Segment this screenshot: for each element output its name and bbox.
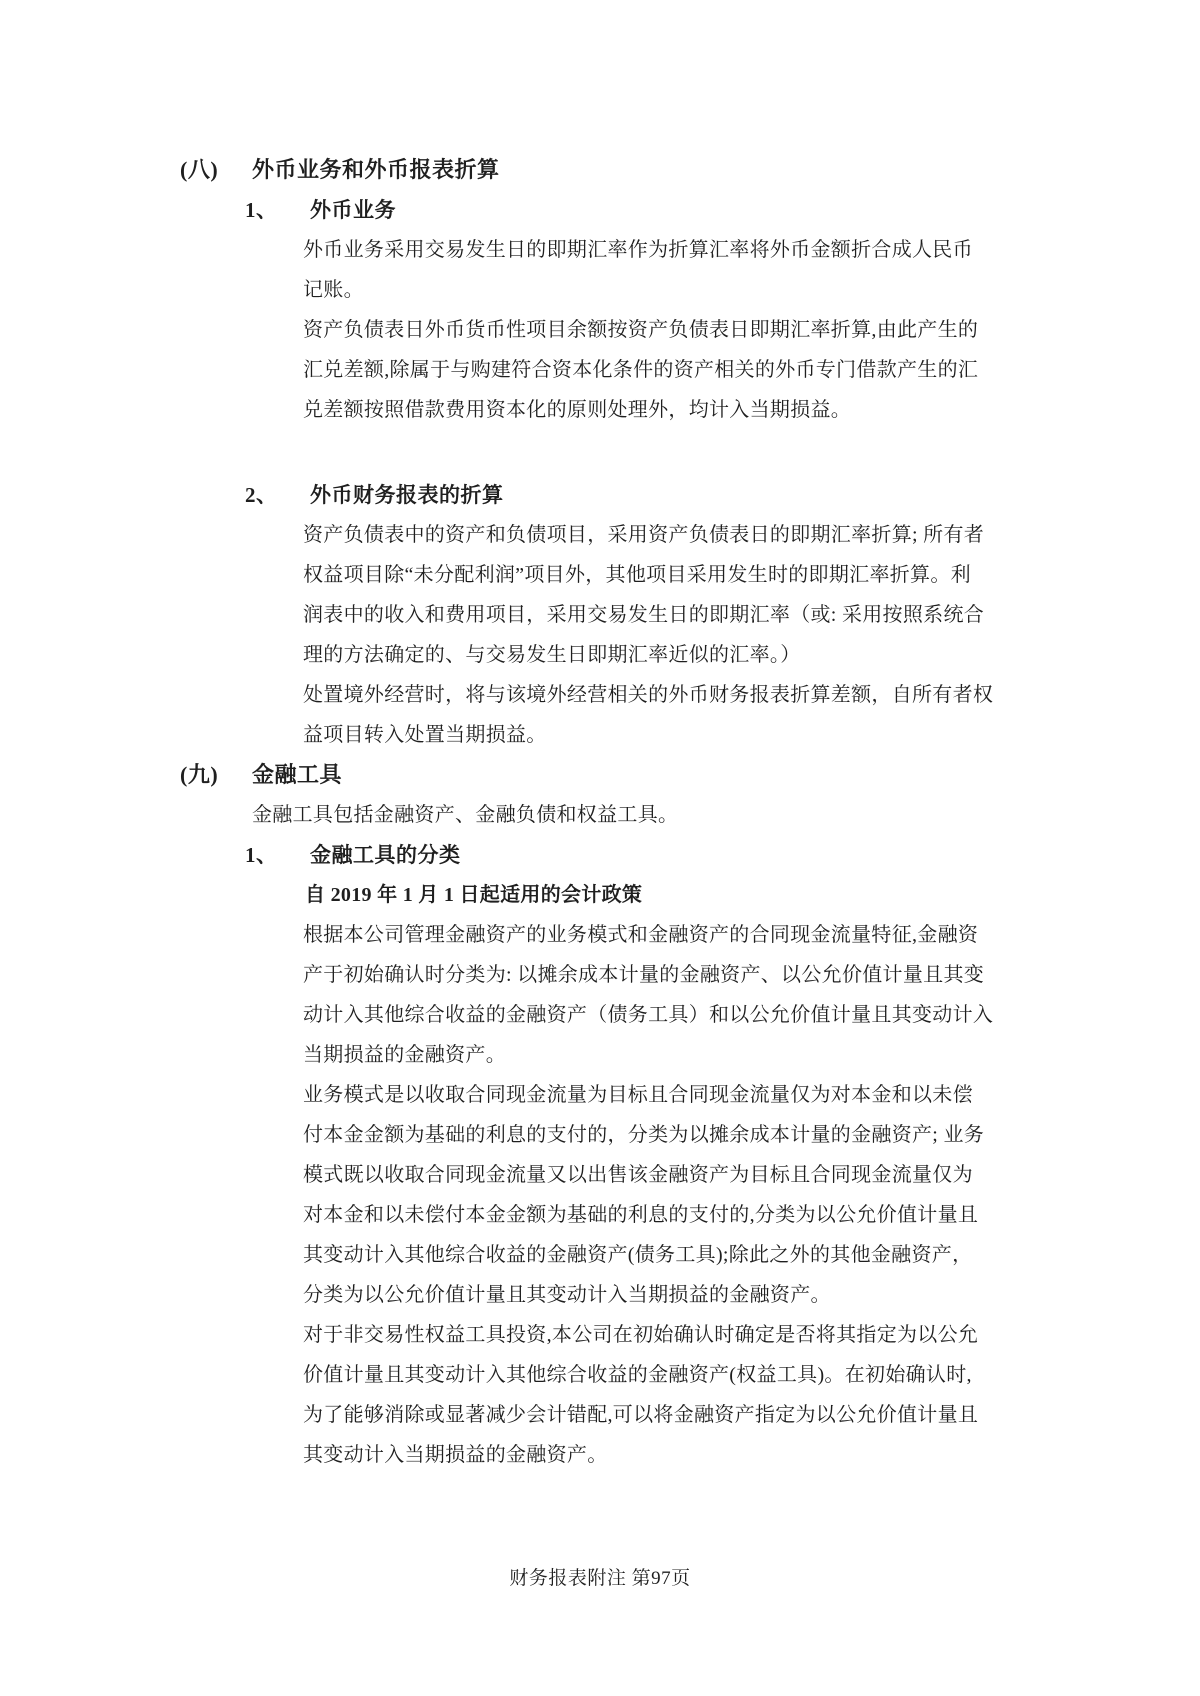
paragraph-classification-1 — [0, 915, 1200, 1075]
subsection-8-2-heading — [0, 475, 1200, 515]
section-8-title: 外币业务和外币报表折算 — [252, 157, 500, 182]
text-line: 记账。 — [303, 279, 364, 301]
subsection-8-1-title: 外币业务 — [310, 198, 396, 222]
policy-effective-date-subtitle: 自 2019 年 1 月 1 日起适用的会计政策 — [305, 884, 643, 906]
text-line: 价值计量且其变动计入其他综合收益的金融资产(权益工具)。在初始确认时, — [303, 1364, 972, 1386]
text-line: 业务模式是以收取合同现金流量为目标且合同现金流量仅为对本金和以未偿 — [303, 1084, 973, 1106]
text-line: 其变动计入当期损益的金融资产。 — [303, 1444, 608, 1466]
text-line: 兑差额按照借款费用资本化的原则处理外，均计入当期损益。 — [303, 399, 852, 421]
section-9-label: (九) — [180, 762, 219, 787]
section-8-heading — [0, 150, 1200, 190]
paragraph-fx-business-1 — [0, 230, 1200, 310]
text-line: 其变动计入其他综合收益的金融资产(债务工具);除此之外的其他金融资产， — [303, 1244, 973, 1266]
text-line: 付本金金额为基础的利息的支付的，分类为以摊余成本计量的金融资产; 业务 — [303, 1124, 985, 1146]
paragraph-fx-translation-1 — [0, 515, 1200, 675]
subsection-8-1-heading — [0, 190, 1200, 230]
text-line: 处置境外经营时，将与该境外经营相关的外币财务报表折算差额，自所有者权 — [303, 684, 994, 706]
paragraph-classification-2 — [0, 1075, 1200, 1315]
text-line: 金融工具包括金融资产、金融负债和权益工具。 — [252, 804, 679, 826]
text-line: 当期损益的金融资产。 — [303, 1044, 506, 1066]
text-line: 根据本公司管理金融资产的业务模式和金融资产的合同现金流量特征,金融资 — [303, 924, 979, 946]
text-line: 润表中的收入和费用项目，采用交易发生日的即期汇率（或: 采用按照系统合 — [303, 604, 985, 626]
text-line: 动计入其他综合收益的金融资产（债务工具）和以公允价值计量且其变动计入 — [303, 1004, 994, 1026]
footer-text: 财务报表附注 第97页 — [509, 1568, 691, 1589]
text-line: 产于初始确认时分类为: 以摊余成本计量的金融资产、以公允价值计量且其变 — [303, 964, 985, 986]
subsection-8-1-number: 1、 — [245, 198, 278, 222]
section-8-label: (八) — [180, 157, 219, 182]
text-line: 模式既以收取合同现金流量又以出售该金融资产为目标且合同现金流量仅为 — [303, 1164, 973, 1186]
subsection-8-2-number: 2、 — [245, 483, 278, 507]
text-line: 资产负债表中的资产和负债项目，采用资产负债表日的即期汇率折算; 所有者 — [303, 524, 985, 546]
subsection-9-1-heading — [0, 835, 1200, 875]
paragraph-classification-3 — [0, 1315, 1200, 1475]
page-footer — [0, 1563, 1200, 1590]
text-line: 对于非交易性权益工具投资,本公司在初始确认时确定是否将其指定为以公允 — [303, 1324, 979, 1346]
text-line: 益项目转入处置当期损益。 — [303, 724, 547, 746]
section-9-heading — [0, 755, 1200, 795]
subsection-8-2-title: 外币财务报表的折算 — [310, 483, 504, 507]
section-9-title: 金融工具 — [252, 762, 343, 787]
subsection-9-1-title: 金融工具的分类 — [310, 843, 461, 867]
text-line: 对本金和以未偿付本金金额为基础的利息的支付的,分类为以公允价值计量且 — [303, 1204, 979, 1226]
text-line: 理的方法确定的、与交易发生日即期汇率近似的汇率。） — [303, 644, 801, 666]
text-line: 汇兑差额,除属于与购建符合资本化条件的资产相关的外币专门借款产生的汇 — [303, 359, 979, 381]
text-line: 资产负债表日外币货币性项目余额按资产负债表日即期汇率折算,由此产生的 — [303, 319, 979, 341]
paragraph-fx-translation-2 — [0, 675, 1200, 755]
paragraph-fx-business-2 — [0, 310, 1200, 430]
paragraph-financial-instruments-intro — [0, 795, 1200, 835]
text-line: 分类为以公允价值计量且其变动计入当期损益的金融资产。 — [303, 1284, 831, 1306]
text-line: 为了能够消除或显著减少会计错配,可以将金融资产指定为以公允价值计量且 — [303, 1404, 979, 1426]
text-line: 外币业务采用交易发生日的即期汇率作为折算汇率将外币金额折合成人民币 — [303, 239, 973, 261]
subsection-9-1-number: 1、 — [245, 843, 278, 867]
text-line: 权益项目除“未分配利润”项目外，其他项目采用发生时的即期汇率折算。利 — [303, 564, 971, 586]
